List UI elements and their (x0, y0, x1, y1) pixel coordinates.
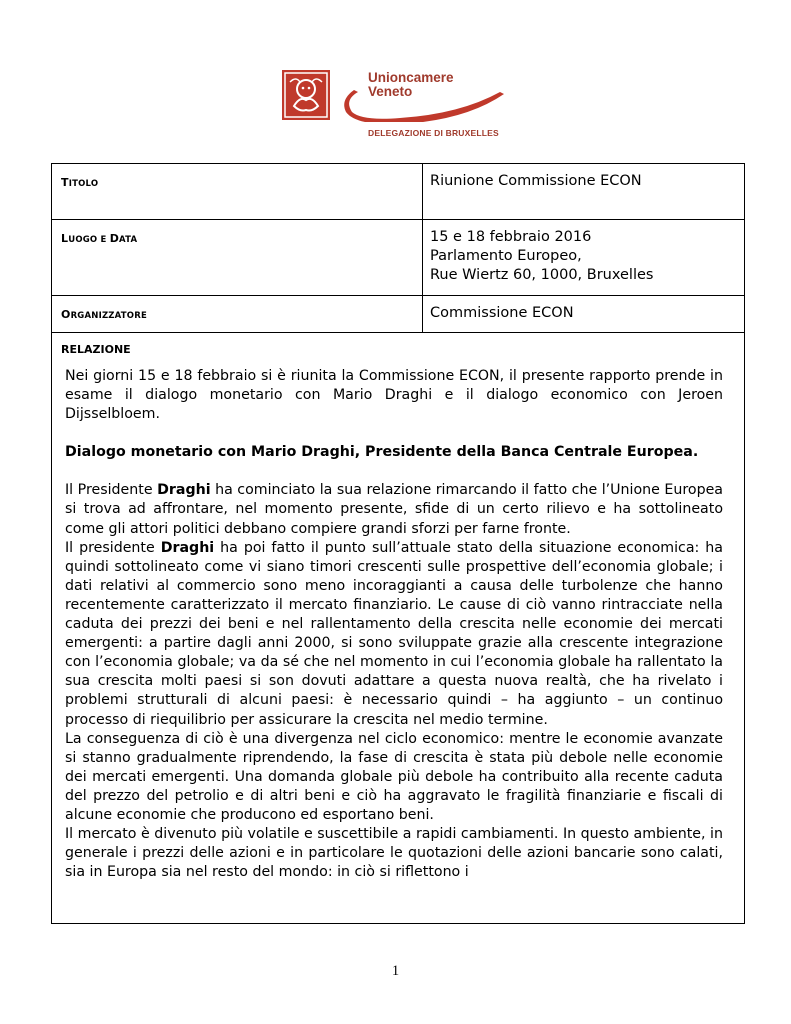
value-titolo: Riunione Commissione ECON (423, 164, 745, 220)
label-luogo-data: LUOGO E DATA (52, 220, 423, 296)
relazione-body (52, 357, 744, 923)
label-organizzatore: ORGANIZZATORE (52, 296, 423, 333)
report-table (51, 163, 745, 924)
luogo-line-date: 15 e 18 febbraio 2016 (430, 229, 592, 245)
row-relazione (52, 333, 745, 924)
intro-paragraph: Nei giorni 15 e 18 febbraio si è riunita la Commissione ECON, il presente rapporto prende in esame il dialogo monetario con Mario Draghi e il dialogo economico con Jeroen Dijsselbloem. (65, 368, 723, 423)
luogo-line-address: Rue Wiertz 60, 1000, Bruxelles (430, 267, 654, 283)
relazione-cell (52, 333, 745, 924)
section-heading: Dialogo monetario con Mario Draghi, Presidente della Banca Centrale Europea. (65, 444, 699, 461)
paragraph-4: Il mercato è divenuto più volatile e suscettibile a rapidi cambiamenti. In questo ambiente, in generale i prezzi delle azioni e in particolare le quotazioni delle azioni bancarie sono calati, sia in Europa sia nel resto del mondo: in ciò si riflettono i (65, 826, 723, 881)
logo-unioncamere-veneto (280, 62, 510, 142)
paragraph-3: La conseguenza di ciò è una divergenza nel ciclo economico: mentre le economie avanzate si stanno gradualmente riprendendo, la fase di crescita è stata più debole nelle economie dei mercati emergenti. Una domanda globale più debole ha contribuito alla recente caduta del prezzo del petrolio e di altri beni e ciò ha aggravato le fragilità finanziarie e fiscali di alcune economie che producono ed esportano beni. (65, 730, 723, 823)
lion-emblem-icon (282, 70, 330, 120)
row-titolo (52, 164, 745, 220)
row-luogo-data (52, 220, 745, 296)
logo-line-veneto: Veneto (368, 84, 413, 99)
row-organizzatore (52, 296, 745, 333)
label-titolo: TITOLO (52, 164, 423, 220)
luogo-line-venue: Parlamento Europeo, (430, 248, 582, 264)
page-number: 1 (391, 963, 400, 979)
logo-line-unioncamere: Unioncamere (368, 70, 454, 85)
gondola-swoosh-icon (340, 88, 510, 122)
value-organizzatore: Commissione ECON (423, 296, 745, 333)
paragraph-1: Il Presidente Draghi ha cominciato la sua relazione rimarcando il fatto che l’Unione Europea si trova ad affrontare, nel momento presente, sfide di un certo rilievo e ha sottolineato come gli attori politici debbano compiere grandi sforzi per farne fronte. (65, 482, 723, 537)
label-relazione: RELAZIONE (61, 343, 131, 356)
paragraph-2: Il presidente Draghi ha poi fatto il punto sull’attuale stato della situazione economica: ha quindi sottolineato come vi siano timori crescenti sulle prospettive dell’economia globale; i dati relativi al commercio sono meno incoraggianti a causa delle turbolenze che hanno recentemente caratterizzato il mercato finanziario. Le cause di ciò vanno rintracciate nella caduta dei prezzi dei beni e nel rallentamento della crescita nelle economie dei mercati emergenti: a partire dagli anni 2000, si sono sviluppate grazie alla crescente integrazione con l’economia globale; va da sé che nel momento in cui l’economia globale ha rallentato la sua crescita molti paesi si son dovuti adattare a questa nuova realtà, che ha rivelato i problemi strutturali di alcuni paesi: è necessario quindi – ha aggiunto – un continuo processo di riequilibrio per assicurare la crescita nel medio termine. (65, 539, 723, 728)
value-luogo-data (423, 220, 745, 296)
logo-line-delegazione: DELEGAZIONE DI BRUXELLES (368, 128, 499, 138)
